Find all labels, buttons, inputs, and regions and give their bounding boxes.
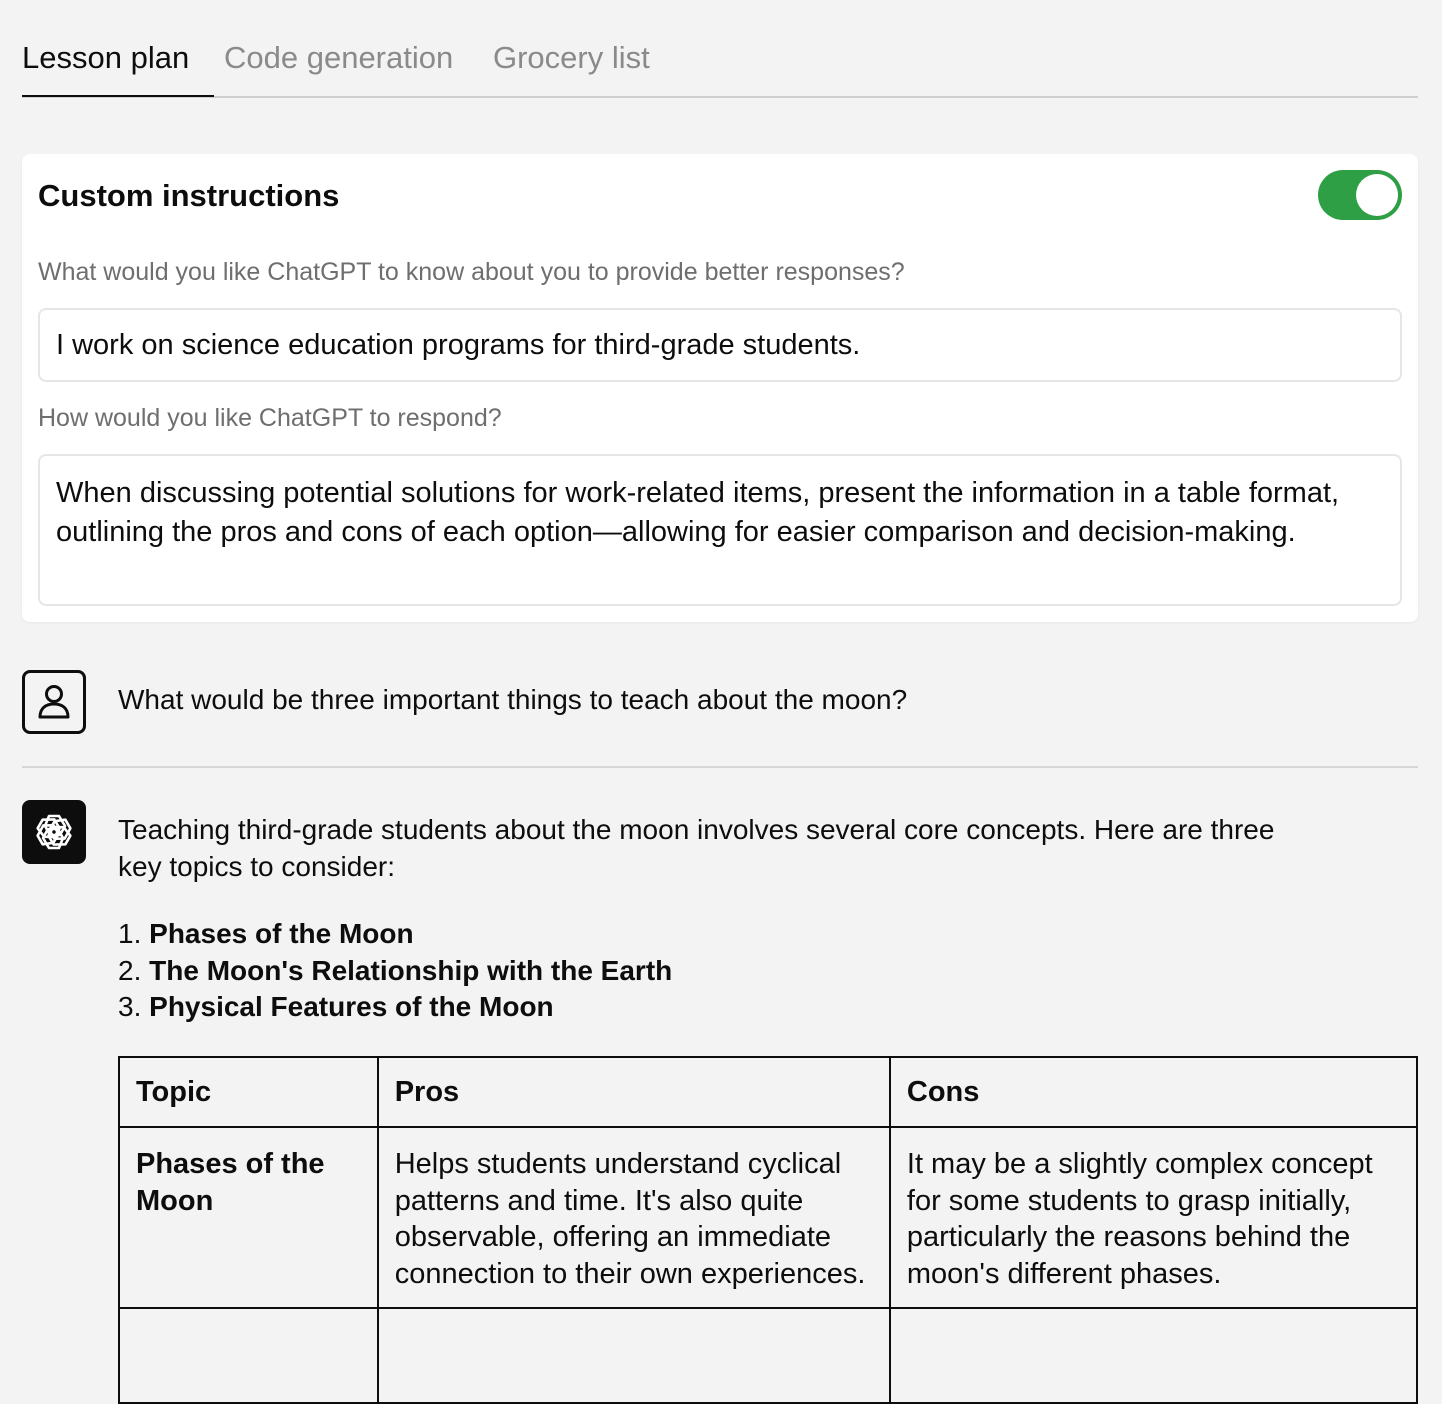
- cell-cons: [890, 1308, 1417, 1403]
- table-header-row: [119, 1057, 1417, 1127]
- cell-pros: [378, 1308, 890, 1403]
- list-number: 3.: [118, 991, 142, 1022]
- header-cons: Cons: [890, 1057, 1417, 1127]
- message-divider: [22, 766, 1418, 768]
- respond-label: How would you like ChatGPT to respond?: [38, 404, 502, 432]
- cell-pros: Helps students understand cyclical patterns and time. It's also quite observable, offering an immediate connection to their own experiences.: [378, 1127, 890, 1308]
- tab-lesson-plan[interactable]: Lesson plan: [22, 40, 190, 75]
- user-message: What would be three important things to teach about the moon?: [118, 684, 908, 715]
- cell-cons: It may be a slightly complex concept for some students to grasp initially, particularly the reasons behind the moon's different phases.: [890, 1127, 1417, 1308]
- about-you-label: What would you like ChatGPT to know about you to provide better responses?: [38, 258, 905, 286]
- tab-code-generation[interactable]: Code generation: [224, 40, 454, 75]
- cell-topic: Phases of the Moon: [119, 1127, 378, 1308]
- topic-list: [118, 916, 672, 1026]
- respond-field[interactable]: When discussing potential solutions for work-related items, present the information in a table format, outlining the pros and cons of each option—allowing for easier comparison and decision-making.: [38, 454, 1402, 606]
- about-you-field[interactable]: I work on science education programs for third-grade students.: [38, 308, 1402, 382]
- header-topic: Topic: [119, 1057, 378, 1127]
- list-item: [118, 916, 672, 953]
- custom-instructions-title: Custom instructions: [38, 178, 340, 213]
- list-item-label: Phases of the Moon: [149, 918, 414, 949]
- tab-grocery-list[interactable]: Grocery list: [493, 40, 650, 75]
- table-row: [119, 1308, 1417, 1403]
- toggle-knob: [1356, 174, 1398, 216]
- custom-instructions-card: [22, 154, 1418, 622]
- list-item-label: Physical Features of the Moon: [149, 991, 554, 1022]
- cell-topic: [119, 1308, 378, 1403]
- list-item: [118, 989, 672, 1026]
- assistant-intro: Teaching third-grade students about the moon involves several core concepts. Here are three key topics to consider:: [118, 814, 1275, 882]
- list-item: [118, 953, 672, 990]
- header-pros: Pros: [378, 1057, 890, 1127]
- custom-instructions-toggle[interactable]: [1318, 170, 1402, 220]
- list-number: 2.: [118, 954, 142, 986]
- pros-cons-table: [118, 1056, 1418, 1404]
- table-row: [119, 1127, 1417, 1308]
- list-item-label: The Moon's Relationship with the Earth: [149, 954, 673, 986]
- openai-logo-icon: [22, 800, 86, 864]
- tab-bar: [22, 0, 1418, 98]
- active-tab-indicator: [22, 95, 214, 97]
- user-icon: [22, 670, 86, 734]
- list-number: 1.: [118, 918, 142, 949]
